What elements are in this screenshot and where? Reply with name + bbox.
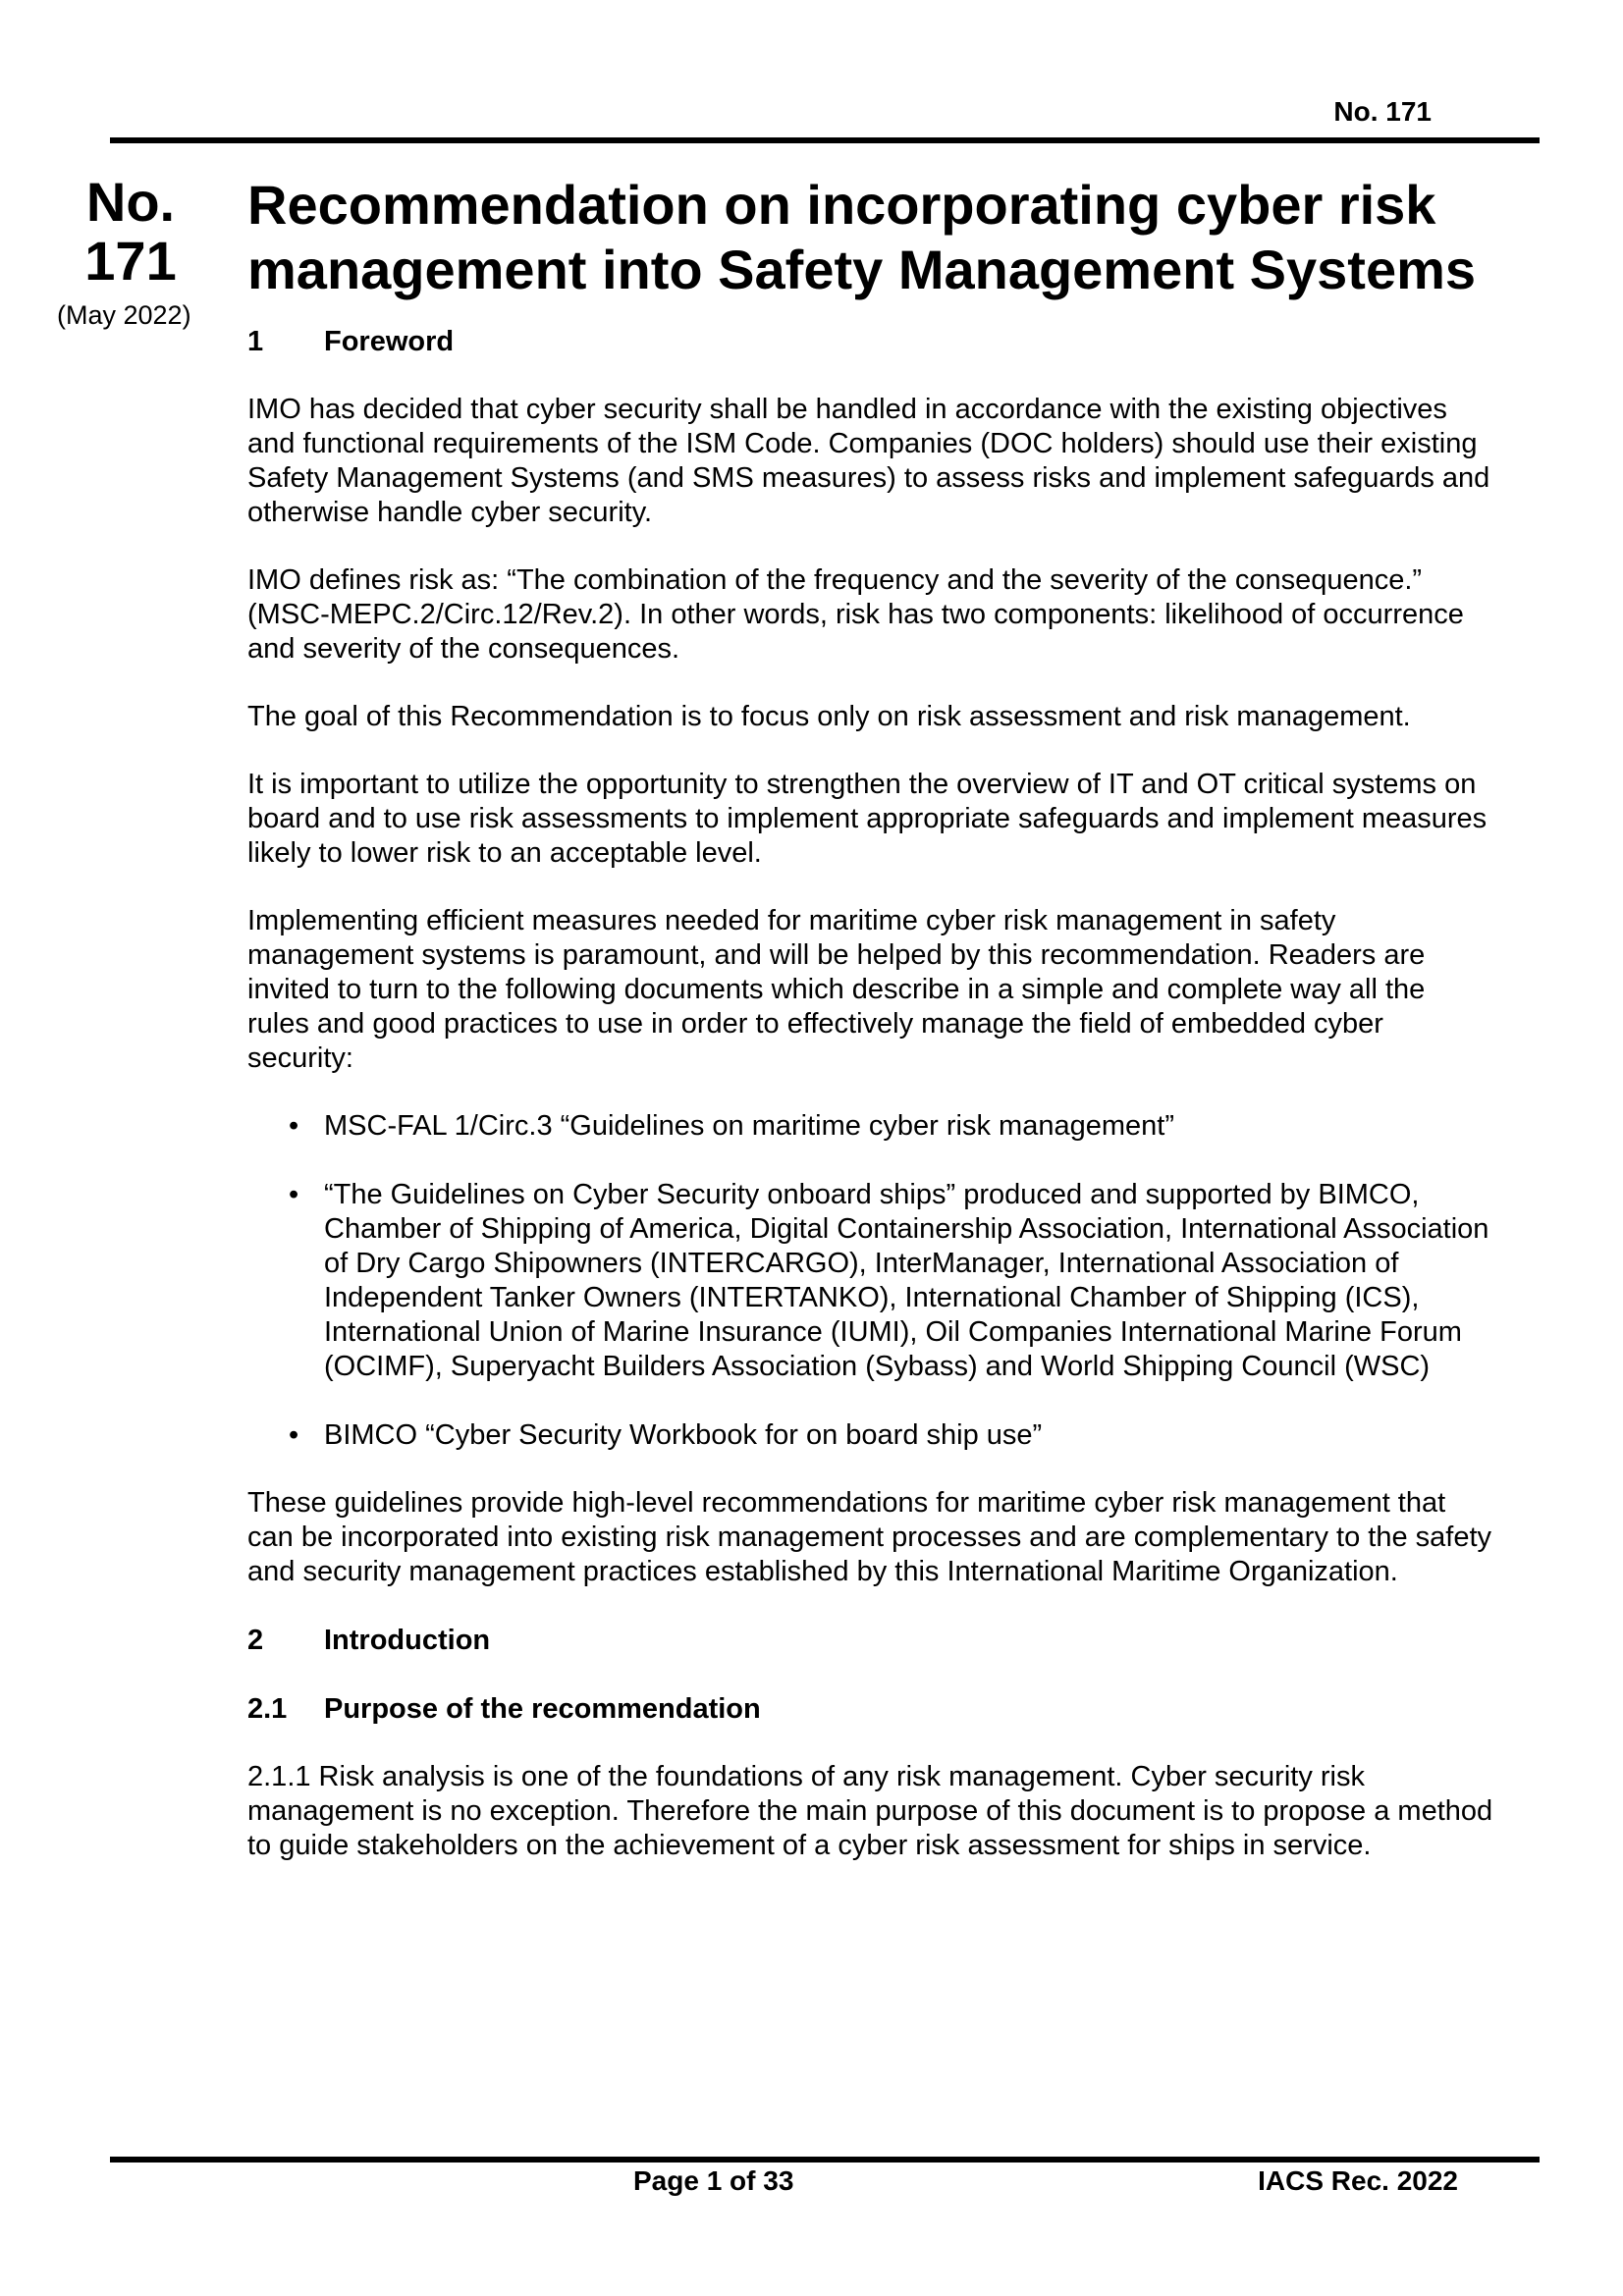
paragraph: These guidelines provide high-level recommendations for maritime cyber risk management that can be incorporated into existing risk management processes and are complementary to the safety and security management practices established by this International Maritime Organization. xyxy=(247,1487,1492,1587)
bullet-marker: • xyxy=(289,1110,299,1142)
header-document-number: No. 171 xyxy=(1333,96,1432,127)
main-content xyxy=(247,173,1494,1896)
bullet-marker: • xyxy=(289,1179,299,1210)
footer-recommendation-ref: IACS Rec. 2022 xyxy=(1258,2165,1458,2196)
footer-page-number: Page 1 of 33 xyxy=(633,2165,794,2196)
paragraph: IMO defines risk as: “The combination of the frequency and the severity of the consequence.” (MSC-MEPC.2/Circ.12/Rev.2). In other words, risk has two components: likelihood of occurrence and severity of the consequences. xyxy=(247,564,1464,665)
section-title: Introduction xyxy=(324,1625,491,1656)
section-heading-introduction xyxy=(247,1623,1494,1658)
section-number: 2.1 xyxy=(247,1693,288,1725)
list-item xyxy=(247,1418,1494,1453)
side-number-value: 171 xyxy=(84,230,177,292)
document-title: Recommendation on incorporating cyber risk management into Safety Management Systems xyxy=(247,174,1477,300)
header-rule xyxy=(110,137,1540,143)
side-date: (May 2022) xyxy=(57,300,191,330)
paragraph: It is important to utilize the opportunity to strengthen the overview of IT and OT critical systems on board and to use risk assessments to implement appropriate safeguards and implement measures likely to lower risk to an acceptable level. xyxy=(247,769,1488,869)
paragraph: The goal of this Recommendation is to focus only on risk assessment and risk management. xyxy=(247,701,1411,732)
section-number: 2 xyxy=(247,1625,264,1656)
section-number: 1 xyxy=(247,326,264,357)
list-item-text: BIMCO “Cyber Security Workbook for on board ship use” xyxy=(324,1419,1043,1451)
bullet-marker: • xyxy=(289,1419,299,1451)
paragraph: 2.1.1 Risk analysis is one of the foundations of any risk management. Cyber security risk management is no exception. Therefore the main purpose of this document is to propose a method to guide stakeholders on the achievement of a cyber risk assessment for ships in service. xyxy=(247,1761,1493,1861)
list-item xyxy=(247,1109,1494,1144)
paragraph: Implementing efficient measures needed for maritime cyber risk management in safety management systems is paramount, and will be helped by this recommendation. Readers are invited to turn to the following documents which describe in a simple and complete way all the rules and good practices to use in order to effectively manage the field of embedded cyber security: xyxy=(247,905,1426,1074)
footer-rule xyxy=(110,2157,1540,2163)
paragraph: IMO has decided that cyber security shall be handled in accordance with the existing objectives and functional requirements of the ISM Code. Companies (DOC holders) should use their existing Safety Management Systems (and SMS measures) to assess risks and implement safeguards and otherwise handle cyber security. xyxy=(247,394,1490,528)
reference-list xyxy=(247,1109,1494,1453)
section-heading-foreword xyxy=(247,324,1494,359)
section-title: Foreword xyxy=(324,326,455,357)
list-item xyxy=(247,1178,1494,1384)
list-item-text: MSC-FAL 1/Circ.3 “Guidelines on maritime cyber risk management” xyxy=(324,1110,1174,1142)
side-number-prefix: No. xyxy=(85,171,176,233)
section-title: Purpose of the recommendation xyxy=(324,1693,761,1725)
section-heading-purpose xyxy=(247,1691,1494,1727)
list-item-text: “The Guidelines on Cyber Security onboard ships” produced and supported by BIMCO, Chamber of Shipping of America, Digital Containership Association, International Association of Dry Cargo Shipowners (INTERCARGO), InterManager, International Association of Independent Tanker Owners (INTERTANKO), International Chamber of Shipping (ICS), International Union of Marine Insurance (IUMI), Oil Companies International Marine Forum (OCIMF), Superyacht Builders Association (Sybass) and World Shipping Council (WSC) xyxy=(324,1179,1489,1382)
side-document-number xyxy=(57,173,204,291)
